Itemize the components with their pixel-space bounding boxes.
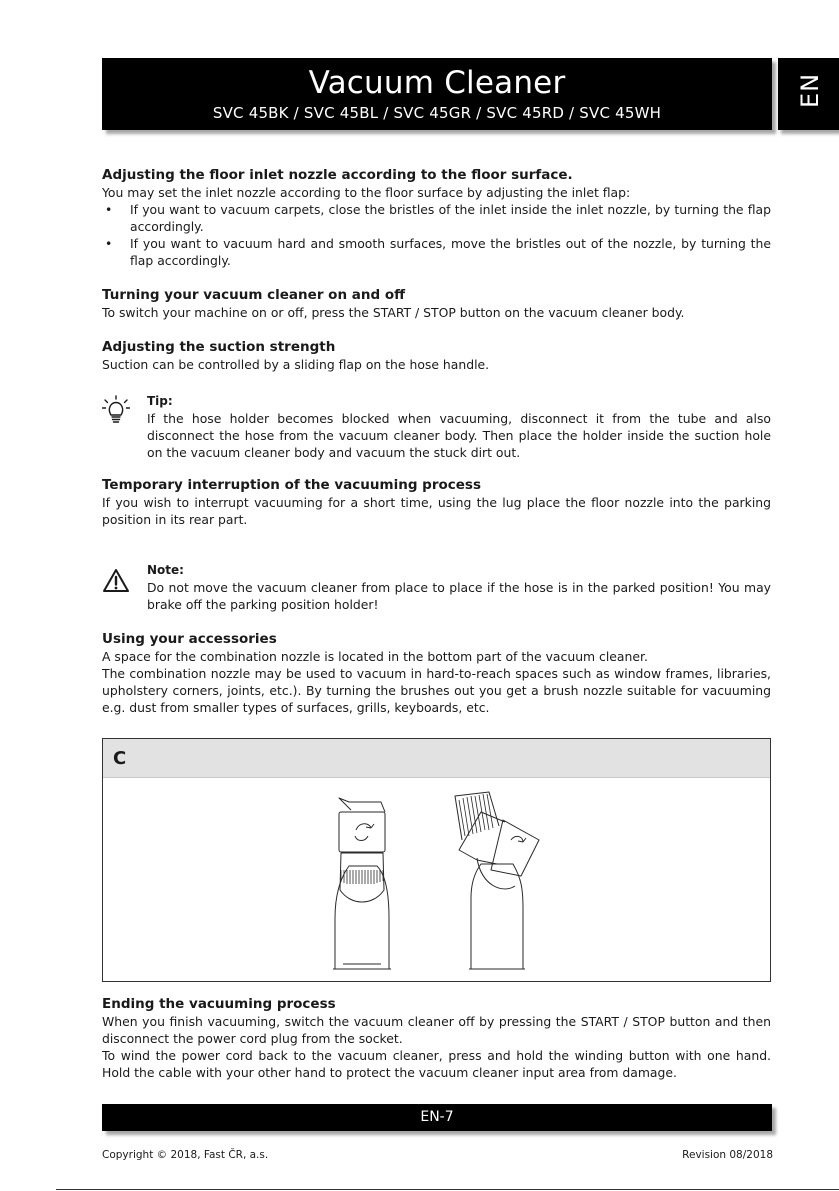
section-text: A space for the combination nozzle is located in the bottom part of the vacuum cleaner. bbox=[102, 649, 648, 664]
section-floor-inlet bbox=[102, 166, 771, 269]
page-number: EN-7 bbox=[420, 1109, 454, 1125]
bottom-divider bbox=[56, 1189, 839, 1190]
section-accessories bbox=[102, 630, 771, 716]
language-tab bbox=[778, 58, 839, 130]
figure-label: C bbox=[113, 748, 127, 769]
bullet-list bbox=[102, 201, 771, 269]
section-text: Suction can be controlled by a sliding flap on the hose handle. bbox=[102, 357, 490, 372]
section-heading: Turning your vacuum cleaner on and off bbox=[102, 287, 406, 303]
revision-text: Revision 08/2018 bbox=[682, 1149, 773, 1161]
nozzle-illustration bbox=[103, 778, 770, 980]
figure-c bbox=[102, 738, 771, 982]
main-content bbox=[102, 166, 771, 716]
section-text: The combination nozzle may be used to vacuum in hard-to-reach spaces such as window frames, libraries, upholstery corners, joints, etc.). By turning the brushes out you get a brush nozzle suitable for vacuuming e.g. dust from smaller types of surfaces, grills, keyboards, etc. bbox=[102, 666, 771, 715]
section-text: When you finish vacuuming, switch the vacuum cleaner off by pressing the START / STOP button and then disconnect the power cord plug from the socket. bbox=[102, 1014, 771, 1046]
copyright-text: Copyright © 2018, Fast ČR, a.s. bbox=[102, 1149, 269, 1161]
section-text: You may set the inlet nozzle according to the floor surface by adjusting the inlet flap: bbox=[102, 185, 631, 200]
section-text: To switch your machine on or off, press the START / STOP button on the vacuum cleaner body. bbox=[102, 305, 685, 320]
page-title: Vacuum Cleaner bbox=[308, 65, 566, 101]
lightbulb-icon bbox=[102, 395, 130, 425]
model-list: SVC 45BK / SVC 45BL / SVC 45GR / SVC 45RD / SVC 45WH bbox=[212, 104, 662, 122]
list-item: • If you want to vacuum carpets, close the bristles of the inlet inside the inlet nozzle, by turning the flap accordingly. bbox=[102, 201, 771, 235]
warning-icon bbox=[102, 566, 130, 596]
list-item: • If you want to vacuum hard and smooth surfaces, move the bristles out of the nozzle, by turning the flap accordingly. bbox=[102, 235, 771, 269]
section-interruption bbox=[102, 476, 771, 528]
section-heading: Adjusting the floor inlet nozzle according to the floor surface. bbox=[102, 167, 573, 183]
section-heading: Temporary interruption of the vacuuming process bbox=[102, 477, 482, 493]
language-label: EN bbox=[796, 72, 824, 108]
page-number-bar bbox=[102, 1104, 772, 1131]
section-on-off bbox=[102, 286, 771, 321]
tip-label: Tip: bbox=[147, 394, 173, 408]
note-text: Do not move the vacuum cleaner from place to place if the hose is in the parked position! You may brake off the parking position holder! bbox=[147, 580, 771, 612]
section-ending bbox=[102, 995, 771, 1081]
figure-header bbox=[103, 739, 770, 778]
note-label: Note: bbox=[147, 563, 184, 577]
note-box bbox=[102, 562, 771, 613]
section-heading: Using your accessories bbox=[102, 631, 277, 647]
header-banner bbox=[102, 58, 772, 130]
section-heading: Ending the vacuuming process bbox=[102, 996, 336, 1012]
tip-text: If the hose holder becomes blocked when vacuuming, disconnect it from the tube and also disconnect the hose from the vacuum cleaner body. Then place the holder inside the suction hole on the vacuum cleaner body and vacuum the stuck dirt out. bbox=[147, 411, 771, 460]
nozzle-extended-drawing bbox=[455, 792, 539, 969]
section-text: To wind the power cord back to the vacuum cleaner, press and hold the winding button with one hand. Hold the cable with your other hand to protect the vacuum cleaner input area from damage. bbox=[102, 1048, 771, 1080]
section-heading: Adjusting the suction strength bbox=[102, 339, 336, 355]
nozzle-retracted-drawing bbox=[333, 798, 391, 969]
section-text: If you wish to interrupt vacuuming for a short time, using the lug place the floor nozzle into the parking position in its rear part. bbox=[102, 495, 771, 527]
tip-box bbox=[102, 393, 771, 461]
section-suction bbox=[102, 338, 771, 373]
